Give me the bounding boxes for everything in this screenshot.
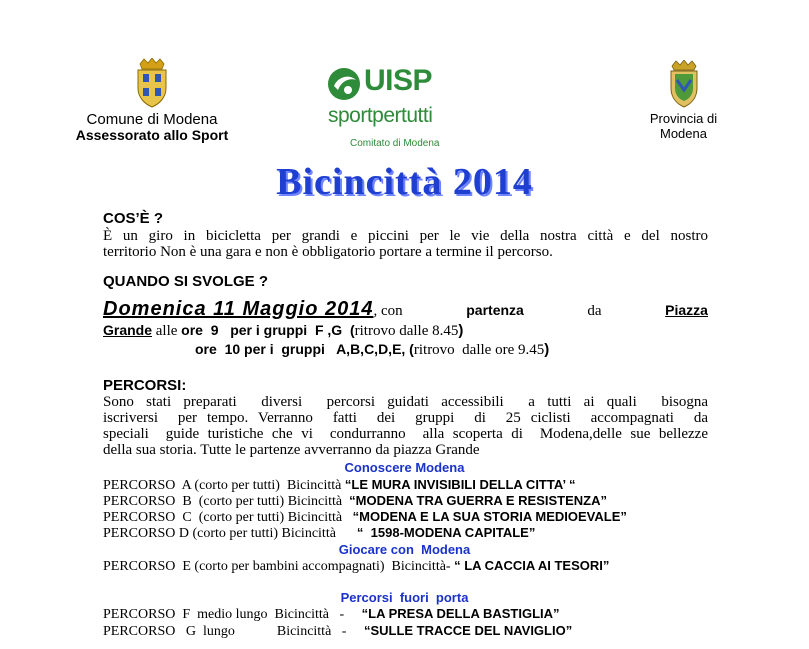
section-title-fuori-porta: Percorsi fuori porta [340, 590, 469, 605]
provincia-coat-of-arms-icon [667, 60, 701, 108]
comune-name: Comune di Modena [86, 111, 218, 128]
cose-line-2: territorio Non è una gara e non è obbligatorio portare a termine il percorso. [103, 244, 553, 260]
route-label: PERCORSO A (corto per tutti) Bicincittà [103, 478, 345, 493]
close-paren-1: ) [458, 322, 464, 339]
uisp-committee: Comitato di Modena [350, 138, 440, 149]
route-label: PERCORSO G lungo Bicincittà - [103, 624, 364, 639]
uisp-swirl-icon [326, 66, 362, 102]
cose-heading: COS’È ? [103, 210, 164, 227]
event-date: Domenica 11 Maggio 2014 [103, 298, 374, 320]
list-item [103, 477, 576, 494]
percorsi-line-3: speciali guide turistiche che vi condurranno alla scoperta di Modena,delle sue bellezze [103, 426, 708, 442]
uisp-tagline: sportpertutti [328, 104, 433, 127]
route-label: PERCORSO C (corto per tutti) Bicincittà [103, 510, 353, 525]
list-item [103, 509, 627, 526]
section-title-giocare: Giocare con Modena [338, 542, 471, 557]
partenza-label: partenza [466, 302, 524, 318]
route-name: “MODENA E LA SUA STORIA MEDIOEVALE” [352, 509, 627, 524]
list-item [103, 558, 609, 575]
percorsi-line-4: della sua storia. Tutte le partenze avverranno da piazza Grande [103, 442, 480, 458]
list-item [103, 606, 560, 623]
list-item [103, 623, 572, 640]
da-label: da [587, 303, 602, 319]
section-title-conoscere: Conoscere Modena [344, 460, 465, 475]
route-label: PERCORSO B (corto per tutti) Bicincittà [103, 494, 350, 509]
uisp-logo [326, 64, 466, 154]
route-name: “MODENA TRA GUERRA E RESISTENZA” [349, 493, 607, 508]
ore-10-groups: ore 10 per i gruppi A,B,C,D,E, ( [195, 341, 414, 357]
alle-label: alle [155, 323, 178, 339]
route-name: “SULLE TRACCE DEL NAVIGLIO” [363, 623, 573, 638]
route-name: “LE MURA INVISIBILI DELLA CITTA’ “ [344, 477, 576, 492]
assessorato-name: Assessorato allo Sport [75, 127, 229, 143]
percorsi-line-1: Sono stati preparati diversi percorsi guidati accessibili a tutti ai quali bisogna [103, 394, 708, 410]
list-item [103, 525, 535, 542]
percorsi-line-2: iscriversi per tempo. Verranno fatti dei gruppi di 25 ciclisti accompagnati da [103, 410, 708, 426]
close-paren-2: ) [544, 341, 550, 358]
comune-coat-of-arms-icon [132, 58, 172, 108]
percorsi-heading: PERCORSI: [103, 377, 187, 394]
ritrovo-945: ritrovo dalle ore 9.45 [413, 342, 545, 358]
provincia-name: Provincia di Modena [649, 111, 718, 141]
route-name: “ LA CACCIA AI TESORI” [454, 558, 610, 573]
piazza-label: Piazza [665, 302, 708, 318]
page-title: Bicincittà 2014 [276, 161, 533, 203]
quando-date-line [103, 298, 708, 321]
ritrovo-845: ritrovo dalle 8.45 [354, 323, 459, 339]
quando-line-3 [195, 341, 549, 359]
quando-line-2 [103, 322, 463, 340]
comune-logo [72, 58, 232, 143]
route-label: PERCORSO D (corto per tutti) Bicincittà [103, 526, 357, 541]
uisp-brand: UISP [364, 64, 433, 97]
quando-heading: QUANDO SI SVOLGE ? [103, 273, 269, 290]
ore-9-groups: ore 9 per i gruppi F ,G ( [181, 322, 355, 338]
route-label: PERCORSO F medio lungo Bicincittà - [103, 607, 362, 622]
route-name: “LA PRESA DELLA BASTIGLIA” [361, 606, 560, 621]
route-label: PERCORSO E (corto per bambini accompagnati) Bicincittà- [103, 559, 455, 574]
date-suffix: , con [373, 303, 403, 319]
list-item [103, 493, 607, 510]
route-name: “ 1598-MODENA CAPITALE” [356, 525, 536, 540]
cose-line-1: È un giro in bicicletta per grandi e piccini per le vie della nostra città e del nostro [103, 228, 708, 244]
grande-label: Grande [103, 322, 153, 338]
provincia-logo [626, 60, 741, 141]
